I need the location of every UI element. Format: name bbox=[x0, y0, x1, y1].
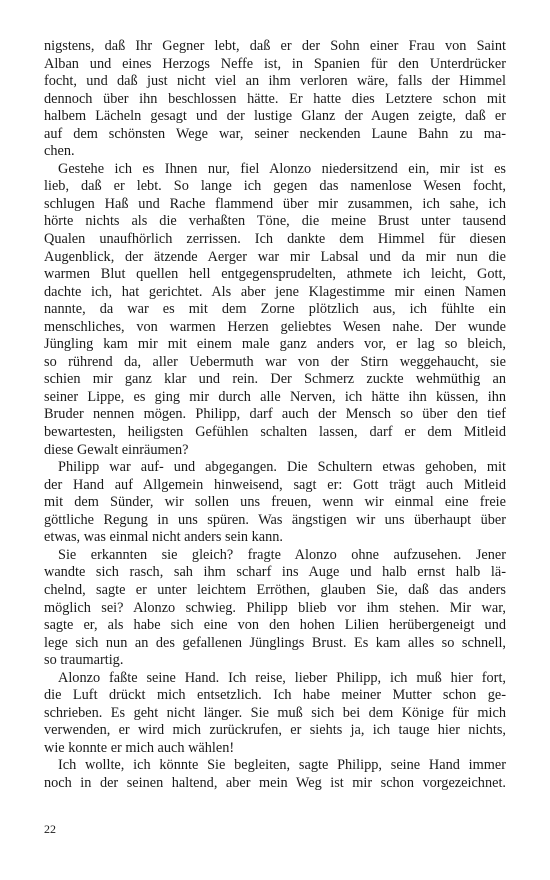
text-line: lieb, daß er lebt. So lange ich gegen das namenlose Wesen focht, bbox=[44, 178, 506, 195]
text-line: chen. bbox=[44, 143, 75, 160]
text-line: etwas, was einmal nicht anders sein kann. bbox=[44, 529, 284, 546]
text-line: noch in der seinen haltend, aber mein Weg ist mir schon vorgezeichnet. bbox=[44, 774, 506, 791]
text-line: bewartesten, heiligsten Gefühlen schalten lassen, darf er dem Mitleid bbox=[44, 424, 506, 441]
text-line: schrieben. Es geht nicht länger. Sie muß sich bei dem Könige für mich bbox=[44, 704, 506, 721]
text-line: focht, und daß just nicht viel an ihm verloren wäre, falls der Himmel bbox=[44, 73, 506, 90]
text-line: Augenblick, der ätzende Aerger war mir Labsal und da mir nun die bbox=[44, 248, 506, 265]
text-line: Qualen unaufhörlich zerrissen. Ich dankte dem Himmel für diesen bbox=[44, 231, 506, 248]
text-line: nigstens, daß Ihr Gegner lebt, daß er der Sohn einer Frau von Saint bbox=[44, 38, 506, 54]
text-line: göttliche Regung in uns spüren. Was ängstigen wir uns überhaupt über bbox=[44, 511, 506, 528]
text-line: Bruder nennen mögen. Philipp, darf auch der Mensch so über den tief bbox=[44, 406, 506, 423]
text-line: lege sich nun an des gefallenen Jünglings Brust. Es kam alles so schnell, bbox=[44, 634, 506, 651]
text-line: halbem Lächeln gesagt und der lustige Glanz der Augen zeigte, daß er bbox=[44, 108, 506, 125]
text-line: verwenden, er wird mich zurückrufen, er siehts ja, ich tauge hier nichts, bbox=[44, 722, 506, 739]
text-line: Ich wollte, ich könnte Sie begleiten, sagte Philipp, seine Hand immer bbox=[58, 757, 506, 774]
text-line: dennoch über ihn beschlossen hätte. Er hatte dies Letztere schon mit bbox=[44, 90, 506, 107]
text-line: Philipp war auf- und abgegangen. Die Schultern etwas gehoben, mit bbox=[58, 459, 506, 476]
text-line: möglich sei? Alonzo schwieg. Philipp blieb vor ihm stehen. Mir war, bbox=[44, 599, 506, 616]
text-line: mit dem Sünder, wir sollen uns freuen, wenn wir einmal eine freie bbox=[44, 494, 506, 511]
text-line: menschliches, von warmen Herzen geliebtes Wesen nahe. Der wunde bbox=[44, 318, 506, 335]
text-line: sagte er, als habe sich eine von den hohen Lilien herübergeneigt und bbox=[44, 617, 506, 634]
text-line: so rührend da, aller Uebermuth war von der Stirn weggehaucht, sie bbox=[44, 353, 506, 370]
text-line: der Hand auf Allgemein hinweisend, sagt er: Gott trägt auch Mitleid bbox=[44, 476, 506, 493]
body-text bbox=[44, 38, 506, 793]
text-line: seiner Lippe, es ging mir durch alle Nerven, ich hätte ihn küssen, ihn bbox=[44, 388, 506, 405]
text-line: chelnd, sagte er unter leichtem Erröthen, glauben Sie, daß das anders bbox=[44, 581, 506, 598]
text-line: Sie erkannten sie gleich? fragte Alonzo ohne aufzusehen. Jener bbox=[58, 546, 506, 563]
text-line: auf dem schönsten Wege war, seiner neckenden Laune Bahn zu ma- bbox=[44, 125, 506, 142]
page-number: 22 bbox=[44, 822, 56, 836]
text-line: so traumartig. bbox=[44, 652, 124, 669]
text-line: hörte nichts als die verhaßten Töne, die meine Brust unter tausend bbox=[44, 213, 506, 230]
text-line: schlugen Haß und Rache flammend über mir zusammen, ich sahe, ich bbox=[44, 195, 506, 212]
text-line: Gestehe ich es Ihnen nur, fiel Alonzo niedersitzend ein, mir ist es bbox=[58, 160, 506, 177]
text-line: die Luft drückt mich entsetzlich. Ich habe meiner Mutter schon ge- bbox=[44, 687, 506, 704]
text-line: diese Gewalt einräumen? bbox=[44, 441, 189, 458]
text-line: Alban und eines Herzogs Neffe ist, in Spanien für den Unterdrücker bbox=[44, 55, 506, 72]
text-line: wandte sich rasch, sah ihm scharf ins Auge und halb ernst halb lä- bbox=[44, 564, 506, 581]
text-line: dachte ich, hat gerichtet. Als aber jene Klagestimme mir einen Namen bbox=[44, 283, 506, 300]
text-line: warmen Blut quellen hell entgegensprudelten, athmete ich leicht, Gott, bbox=[44, 266, 506, 283]
text-line: nannte, da war es mit dem Zorne plötzlich aus, ich fühlte ein bbox=[44, 301, 506, 318]
text-line: schien mir ganz klar und rein. Der Schmerz zuckte wehmüthig an bbox=[44, 371, 506, 388]
text-line: Alonzo faßte seine Hand. Ich reise, lieber Philipp, ich muß hier fort, bbox=[58, 669, 506, 686]
text-line: wie konnte er mich auch wählen! bbox=[44, 739, 235, 756]
text-line: Jüngling kam mir mit einem male ganz anders vor, er lag so bleich, bbox=[44, 336, 506, 353]
